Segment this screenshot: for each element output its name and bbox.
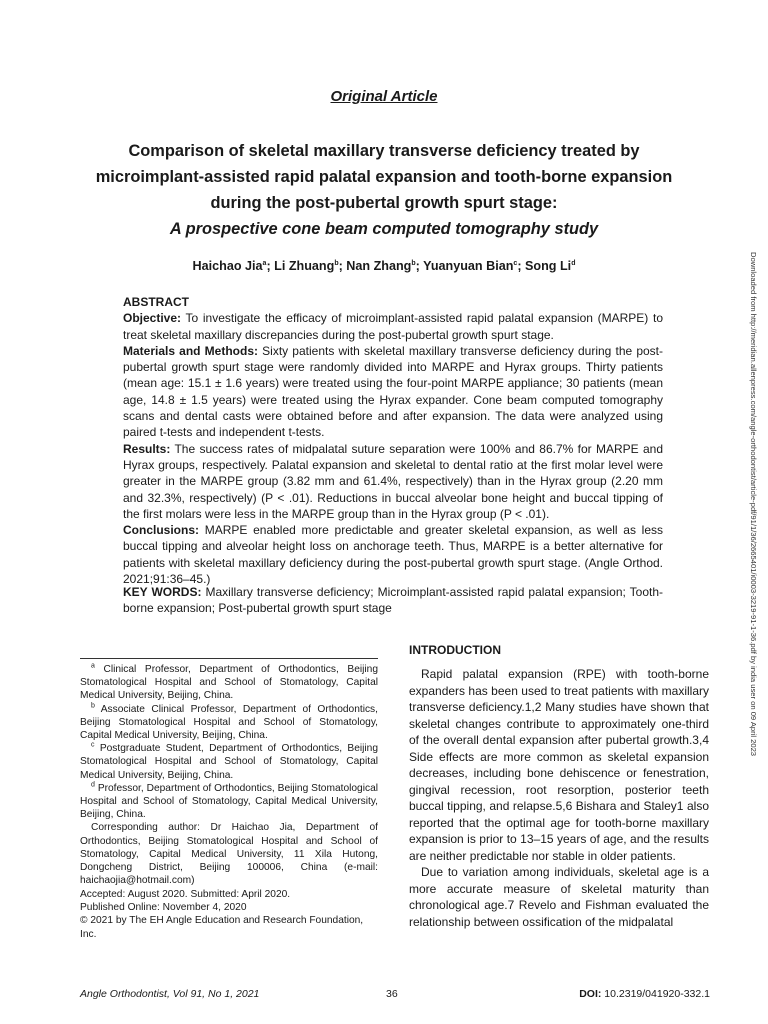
doi-label: DOI:	[579, 988, 602, 1000]
author-name: Song Li	[525, 259, 572, 273]
title-line-1: Comparison of skeletal maxillary transverse deficiency treated by	[128, 142, 640, 160]
footnote	[80, 742, 378, 782]
author-name: Nan Zhang	[346, 259, 412, 273]
introduction-body	[409, 666, 709, 930]
keywords-text: Maxillary transverse deficiency; Microimplant-assisted rapid palatal expansion; Tooth-borne expansion; Post-pubertal growth spurt stage	[123, 585, 663, 616]
title-line-3: during the post-pubertal growth spurt stage:	[210, 194, 558, 212]
author-affiliation-mark: b	[411, 259, 416, 267]
abstract-conclusions	[123, 522, 663, 587]
footnote	[80, 703, 378, 743]
title-line-2: microimplant-assisted rapid palatal expansion and tooth-borne expansion	[95, 168, 673, 186]
footnote-text: Corresponding author: Dr Haichao Jia, Department of Orthodontics, Beijing Stomatological Hospital and School of Stomatology, Capital Medical University, 11 Xila Hutong, Dongcheng District, Beijing 100006, China (e-mail: haichaojia@hotmail.com)	[80, 822, 378, 887]
methods-text: Sixty patients with skeletal maxillary transverse deficiency during the post-pubertal growth spurt stage were randomly divided into MARPE and Hyrax groups. Thirty patients (mean age: 15.1 ± 1.6 years) were treated using the four-point MARPE appliance; 30 patients (mean age, 14.8 ± 1.5 years) were treated using the Hyrax expander. Cone beam computed tomography scans and dental casts were obtained before and after expansion. The data were analyzed using paired t-tests and independent t-tests.	[123, 343, 664, 440]
doi-value: 10.2319/041920-332.1	[601, 988, 710, 1000]
published-date: Published Online: November 4, 2020	[80, 902, 247, 914]
introduction-paragraph: Rapid palatal expansion (RPE) with tooth-borne expanders has been used to treat patients with maxillary transverse deficiency.1,2 Many studies have shown that skeletal changes contribute to approximately one-third of the overall dental expansion after pubertal growth.3,4 Side effects are more common as skeletal expansion decreases, including bone dehiscence or fenestration, gingival recession, root resorption, posterior teeth buccal tipping, and relapse.5,6 Bishara and Staley1 also reported that the optimal age for tooth-borne maxillary expansion is prior to 13–15 years of age, and the results are neither predictable nor stable in older patients.	[409, 667, 709, 863]
footnote-text: Clinical Professor, Department of Orthodontics, Beijing Stomatological Hospital and School of Stomatology, Capital Medical University, Beijing, China.	[80, 664, 378, 702]
introduction-paragraph: Due to variation among individuals, skeletal age is a more accurate measure of skeletal maturity than chronological age.7 Revelo and Fishman evaluated the relationship between ossification of the midpalatal	[409, 865, 709, 929]
keywords-label: KEY WORDS:	[123, 585, 202, 599]
abstract	[123, 294, 663, 587]
footnote-text: Associate Clinical Professor, Department of Orthodontics, Beijing Stomatological Hospital and School of Stomatology, Capital Medical University, Beijing, China.	[80, 703, 378, 742]
article-type: Original Article	[330, 88, 438, 105]
page-number: 36	[386, 988, 398, 1000]
footnote	[80, 782, 378, 822]
introduction-heading: INTRODUCTION	[409, 643, 501, 657]
author-name: Haichao Jia	[192, 259, 263, 273]
article-subtitle: A prospective cone beam computed tomography study	[169, 220, 599, 238]
author-list	[0, 259, 768, 273]
results-label: Results:	[123, 441, 171, 456]
publication-history	[80, 888, 378, 941]
footnote	[80, 663, 378, 703]
footnote-text: Postgraduate Student, Department of Orthodontics, Beijing Stomatological Hospital and School of Stomatology, Capital Medical University, Beijing, China.	[80, 743, 378, 781]
footnote-text: Professor, Department of Orthodontics, Beijing Stomatological Hospital and School of Stomatology, Capital Medical University, Beijing, China.	[80, 782, 378, 821]
article-title	[70, 138, 698, 242]
footnote-mark: c	[91, 741, 95, 749]
methods-label: Materials and Methods:	[123, 343, 258, 358]
journal-citation: Angle Orthodontist, Vol 91, No 1, 2021	[80, 988, 260, 1000]
objective-text: To investigate the efficacy of microimplant-assisted rapid palatal expansion (MARPE) to treat skeletal maxillary discrepancies during the post-pubertal growth spurt stage.	[123, 311, 663, 342]
affiliation-footnotes	[80, 663, 378, 887]
page-footer	[80, 988, 710, 1002]
author-affiliation-mark: c	[513, 259, 518, 267]
keywords	[123, 584, 663, 617]
footnote-mark: d	[91, 781, 95, 789]
author-name: Li Zhuang	[274, 259, 335, 273]
accepted-date: Accepted: August 2020. Submitted: April 2020.	[80, 889, 291, 900]
footnote-mark: b	[91, 702, 95, 710]
abstract-methods	[123, 343, 663, 441]
doi	[579, 988, 710, 1000]
author-affiliation-mark: b	[334, 259, 339, 267]
author-separator: ;	[266, 259, 275, 273]
results-text: The success rates of midpalatal suture separation were 100% and 86.7% for MARPE and Hyrax groups, respectively. Palatal expansion and skeletal to dental ratio at the first molar level were greater in the MARPE group (3.82 mm and 61.4%, respectively) than in the Hyrax group (2.20 mm and 32.3%, respectively) (P < .01). Reductions in buccal alveolar bone height and buccal tipping of the first molars were less in the MARPE group than in the Hyrax group (P < .01).	[123, 441, 663, 521]
objective-label: Objective:	[123, 311, 182, 326]
abstract-heading: ABSTRACT	[123, 295, 189, 309]
footnote-divider	[80, 658, 378, 659]
author-name: Yuanyuan Bian	[423, 259, 514, 273]
author-affiliation-mark: a	[262, 259, 267, 267]
abstract-results	[123, 441, 663, 522]
author-separator: ;	[415, 259, 424, 273]
footnote-mark: a	[91, 662, 95, 670]
corresponding-author	[80, 821, 378, 887]
copyright: © 2021 by The EH Angle Education and Research Foundation, Inc.	[80, 915, 364, 940]
author-affiliation-mark: d	[571, 259, 576, 267]
conclusions-text: MARPE enabled more predictable and greater skeletal expansion, as well as less buccal tipping and alveolar height loss on anchorage teeth. Thus, MARPE is a better alternative for patients with skeletal maxillary deficiency during the post-pubertal growth spurt stage. (Angle Orthod. 2021;91:36–45.)	[123, 523, 663, 587]
abstract-objective	[123, 310, 663, 343]
author-separator: ;	[338, 259, 347, 273]
conclusions-label: Conclusions:	[123, 523, 200, 538]
author-separator: ;	[517, 259, 526, 273]
download-watermark	[746, 252, 760, 952]
download-note: Downloaded from http://meridian.allenpress.com/angle-orthodontist/article-pdf/91/1/36/2665401/i0003-3219-91-1-36.pdf by india user on 09 April 2023	[749, 252, 758, 757]
